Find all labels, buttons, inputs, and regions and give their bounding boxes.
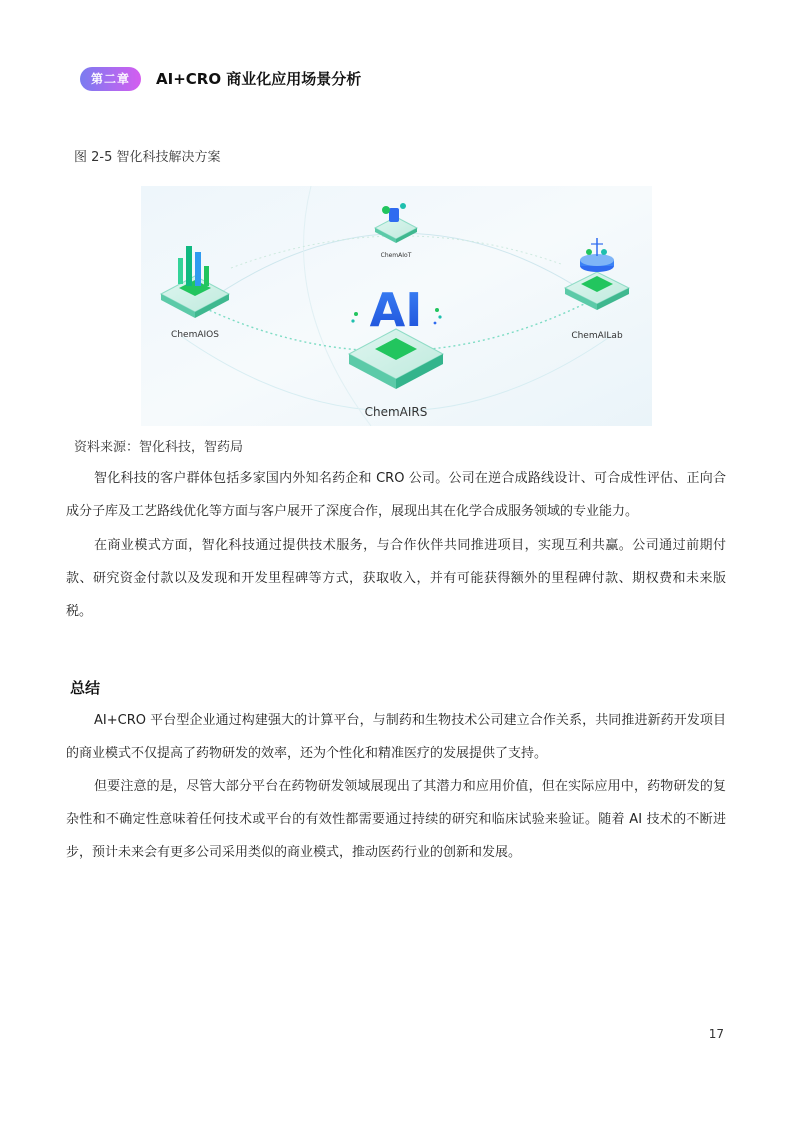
chemairs-label: ChemAIRS [364, 405, 428, 419]
chemailab-label: ChemAILab [571, 331, 623, 341]
figure-source: 资料来源：智化科技，智药局 [74, 440, 244, 455]
body-paragraph: 在商业模式方面，智化科技通过提供技术服务，与合作伙伴共同推进项目，实现互利共赢。公司通过前期付款、研究资金付款以及发现和开发里程碑等方式，获取收入，并有可能获得额外的里程碑付款、期权费和未来版税。 [66, 538, 726, 619]
ai-glyph: AI [369, 283, 423, 337]
summary-heading: 总结 [70, 679, 101, 697]
solution-figure [141, 186, 652, 426]
summary-paragraph: 但要注意的是，尽管大部分平台在药物研发领域展现出了其潜力和应用价值，但在实际应用中，药物研发的复杂性和不确定性意味着任何技术或平台的有效性都需要通过持续的研究和临床试验来验证。随着 AI 技术的不断进步，预计未来会有更多公司采用类似的商业模式，推动医药行业的创新和发展。 [66, 779, 726, 860]
page-number: 17 [708, 1027, 724, 1041]
figure-caption: 图 2-5 智化科技解决方案 [74, 150, 221, 165]
chemaiot-label: ChemAIoT [380, 252, 412, 259]
summary-paragraph: AI+CRO 平台型企业通过构建强大的计算平台，与制药和生物技术公司建立合作关系，共同推进新药开发项目的商业模式不仅提高了药物研发的效率，还为个性化和精准医疗的发展提供了支持。 [66, 713, 726, 761]
chapter-title: AI+CRO 商业化应用场景分析 [156, 70, 362, 88]
chemaios-label: ChemAIOS [171, 330, 219, 340]
body-paragraph: 智化科技的客户群体包括多家国内外知名药企和 CRO 公司。公司在逆合成路线设计、可合成性评估、正向合成分子库及工艺路线优化等方面与客户展开了深度合作，展现出其在化学合成服务领域的专业能力。 [66, 471, 726, 519]
chapter-badge: 第二章 [80, 67, 141, 91]
